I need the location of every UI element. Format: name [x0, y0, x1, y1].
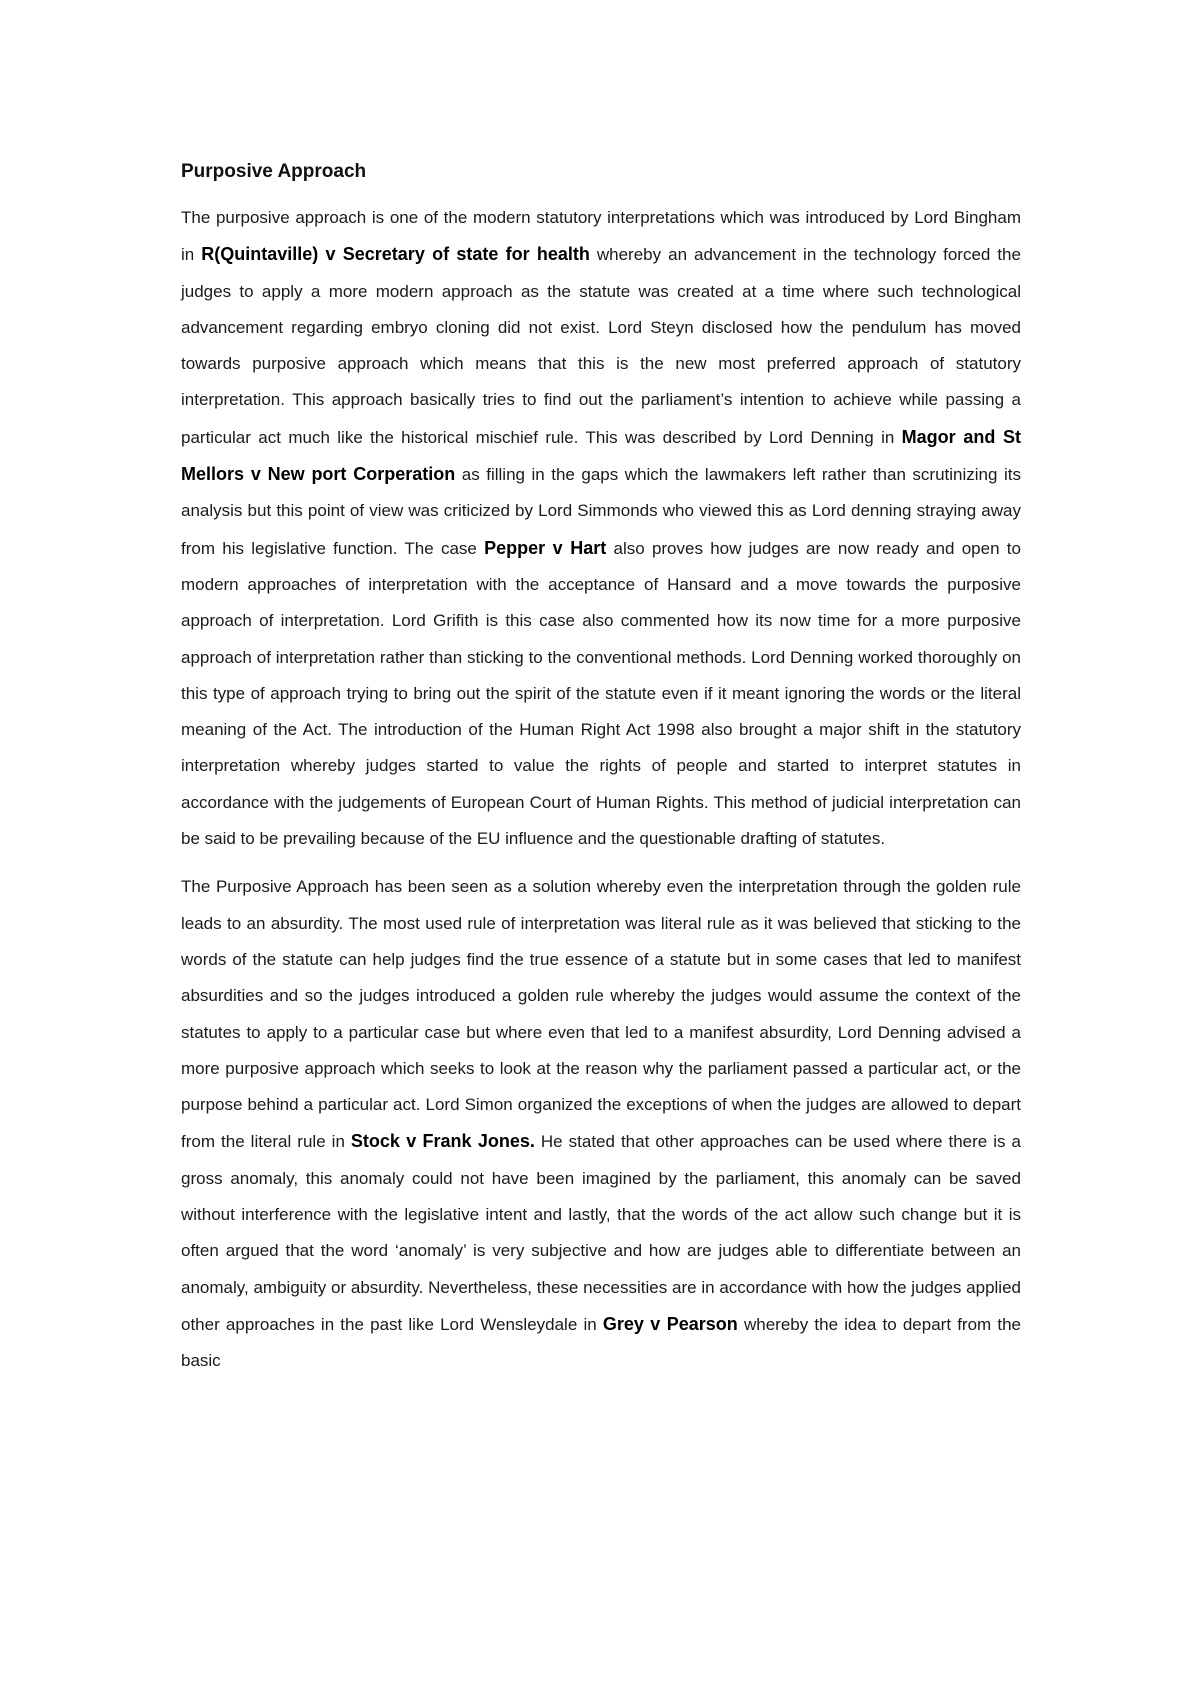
- paragraph-2: [181, 869, 1021, 1379]
- document-body: [181, 158, 1021, 1392]
- case-citation: Magor and St Mellors v New port Corperation: [181, 426, 1021, 485]
- paragraph-1: [181, 200, 1021, 857]
- paragraph-text: He stated that other approaches can be used where there is a gross anomaly, this anomaly could not have been imagined by the parliament, this anomaly can be saved without interference with the legislative intent and lastly, that the words of the act allow such change but it is often argued that the word ‘anomaly’ is very subjective and how are judges able to differentiate between an anomaly, ambiguity or absurdity. Nevertheless, these necessities are in accordance with how the judges applied other approaches in the past like Lord Wensleydale in: [181, 1132, 1022, 1334]
- paragraph-text: The purposive approach is one of the modern statutory interpretations which was introduced by Lord Bingham in: [181, 208, 1021, 265]
- paragraph-text: The Purposive Approach has been seen as a solution whereby even the interpretation through the golden rule leads to an absurdity. The most used rule of interpretation was literal rule as it was believed that sticking to the words of the statute can help judges find the true essence of a statute but in some cases that led to manifest absurdities and so the judges introduced a golden rule whereby the judges would assume the context of the statutes to apply to a particular case but where even that led to a manifest absurdity, Lord Denning advised a more purposive approach which seeks to look at the reason why the parliament passed a particular act, or the purpose behind a particular act. Lord Simon organized the exceptions of when the judges are allowed to depart from the literal rule in: [181, 877, 1021, 1152]
- paragraph-text: also proves how judges are now ready and open to modern approaches of interpretation with the acceptance of Hansard and a move towards the purposive approach of interpretation. Lord Grifith is this case also commented how its now time for a more purposive approach of interpretation rather than sticking to the conventional methods. Lord Denning worked thoroughly on this type of approach trying to bring out the spirit of the statute even if it meant ignoring the words or the literal meaning of the Act. The introduction of the Human Right Act 1998 also brought a major shift in the statutory interpretation whereby judges started to value the rights of people and started to interpret statutes in accordance with the judgements of European Court of Human Rights. This method of judicial interpretation can be said to be prevailing because of the EU influence and the questionable drafting of statutes.: [181, 538, 1021, 849]
- paragraph-text: whereby an advancement in the technology forced the judges to apply a more modern approach as the statute was created at a time where such technological advancement regarding embryo cloning did not exist. Lord Steyn disclosed how the pendulum has moved towards purposive approach which means that this is the new most preferred approach of statutory interpretation. This approach basically tries to find out the parliament’s intention to achieve while passing a particular act much like the historical mischief rule. This was described by Lord Denning in: [181, 245, 1021, 447]
- page-title: Purposive Approach: [181, 161, 367, 182]
- case-citation: Pepper v Hart: [484, 537, 607, 558]
- case-citation: Grey v Pearson: [602, 1313, 738, 1334]
- paragraph-text: whereby the idea to depart from the basic: [181, 1314, 1021, 1371]
- case-citation: Stock v Frank Jones.: [350, 1131, 535, 1152]
- paragraph-text: as filling in the gaps which the lawmakers left rather than scrutinizing its analysis but this point of view was criticized by Lord Simmonds who viewed this as Lord denning straying away from his legislative function. The case: [181, 465, 1021, 558]
- case-citation: R(Quintaville) v Secretary of state for health: [201, 244, 590, 265]
